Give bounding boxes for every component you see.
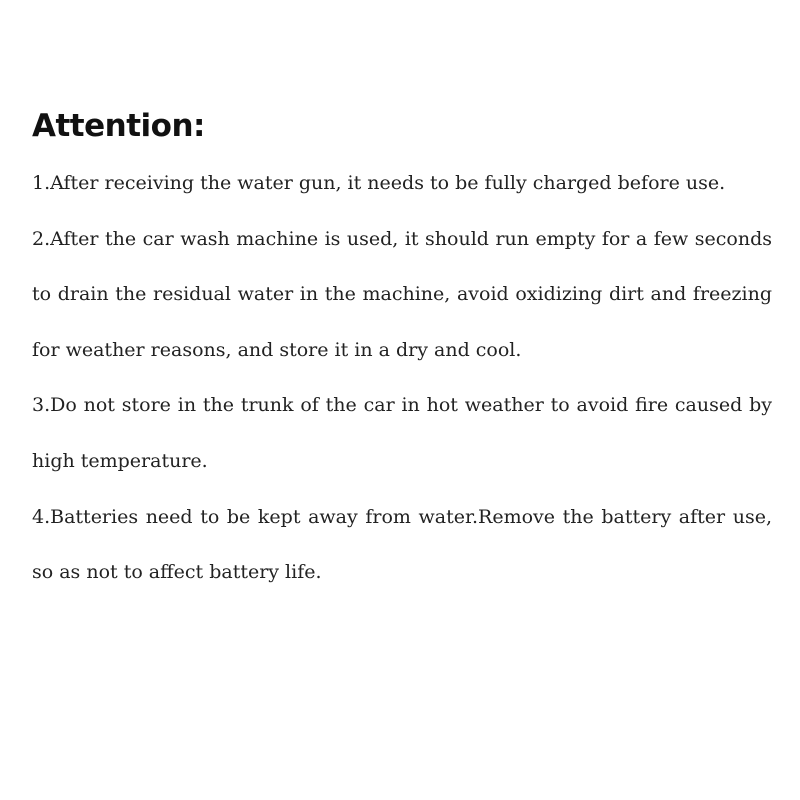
- notice-list: [32, 156, 772, 601]
- notice-item-3: 3.Do not store in the trunk of the car in hot weather to avoid fire caused by high temperature.: [32, 394, 772, 472]
- notice-heading: Attention:: [32, 108, 205, 144]
- notice-item-1: 1.After receiving the water gun, it needs to be fully charged before use.: [32, 172, 726, 194]
- notice-item-2: 2.After the car wash machine is used, it should run empty for a few seconds to drain the residual water in the machine, avoid oxidizing dirt and freezing for weather reasons, and store it in a dry and cool.: [32, 227, 772, 361]
- notice-item-4: 4.Batteries need to be kept away from water.Remove the battery after use, so as not to affect battery life.: [32, 505, 772, 584]
